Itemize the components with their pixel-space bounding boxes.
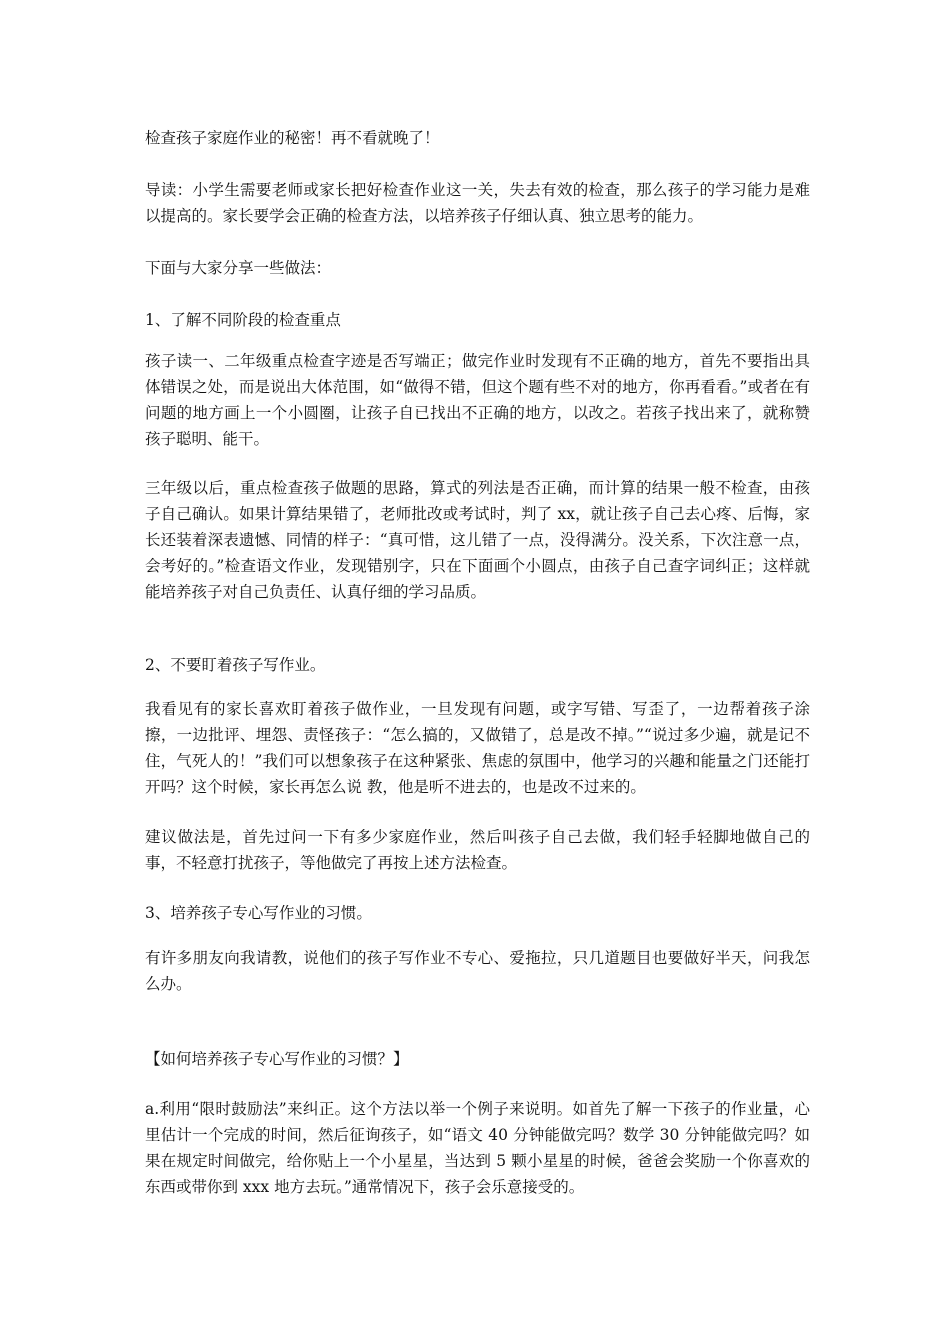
document-title: 检查孩子家庭作业的秘密！再不看就晚了！ (145, 129, 440, 147)
section-1-paragraph-1: 孩子读一、二年级重点检查字迹是否写端正；做完作业时发现有不正确的地方，首先不要指出具体错误之处，而是说出大体范围，如“做得不错，但这个题有些不对的地方，你再看看。”或者在有问题的地方画上一个小圆圈，让孩子自已找出不正确的地方，以改之。若孩子找出来了，就称赞孩子聪明、能干。 (145, 352, 810, 448)
subheading: 【如何培养孩子专心写作业的习惯？】 (145, 1050, 409, 1068)
section-2-paragraph-1: 我看见有的家长喜欢盯着孩子做作业，一旦发现有问题，或字写错、写歪了，一边帮着孩子涂擦，一边批评、埋怨、责怪孩子：“怎么搞的，又做错了，总是改不掉。”“说过多少遍，就是记不住，气死人的！”我们可以想象孩子在这种紧张、焦虑的氛围中，他学习的兴趣和能量之门还能打开吗？这个时候，家长再怎么说 教，他是听不进去的，也是改不过来的。 (145, 700, 810, 796)
intro-paragraph: 导读：小学生需要老师或家长把好检查作业这一关，失去有效的检查，那么孩子的学习能力是难以提高的。家长要学会正确的检查方法，以培养孩子仔细认真、独立思考的能力。 (145, 181, 810, 225)
section-3-heading: 3、培养孩子专心写作业的习惯。 (145, 904, 372, 922)
section-1-paragraph-2: 三年级以后，重点检查孩子做题的思路，算式的列法是否正确，而计算的结果一般不检查，由孩子自己确认。如果计算结果错了，老师批改或考试时，判了 xx，就让孩子自己去心疼、后悔，家长还装着深表遗憾、同情的样子：“真可惜，这儿错了一点，没得满分。没关系，下次注意一点，会考好的。”检查语文作业，发现错别字，只在下面画个小圆点，由孩子自己查字词纠正；这样就能培养孩子对自己负责任、认真仔细的学习品质。 (145, 479, 810, 601)
section-2-paragraph-2: 建议做法是，首先过问一下有多少家庭作业，然后叫孩子自己去做，我们轻手轻脚地做自己的事，不轻意打扰孩子，等他做完了再按上述方法检查。 (145, 828, 810, 872)
item-a-paragraph: a.利用“限时鼓励法”来纠正。这个方法以举一个例子来说明。如首先了解一下孩子的作业量，心里估计一个完成的时间，然后征询孩子，如“语文 40 分钟能做完吗？数学 30 分钟能做完吗？如果在规定时间做完，给你贴上一个小星星，当达到 5 颗小星星的时候，爸爸会奖励一个你喜欢的东西或带你到 xxx 地方去玩。”通常情况下，孩子会乐意接受的。 (145, 1100, 810, 1196)
section-1-heading: 1、了解不同阶段的检查重点 (145, 311, 341, 329)
section-3-paragraph-1: 有许多朋友向我请教，说他们的孩子写作业不专心、爱拖拉，只几道题目也要做好半天，问我怎么办。 (145, 949, 810, 993)
share-line: 下面与大家分享一些做法： (145, 259, 332, 277)
section-2-heading: 2、不要盯着孩子写作业。 (145, 656, 326, 674)
